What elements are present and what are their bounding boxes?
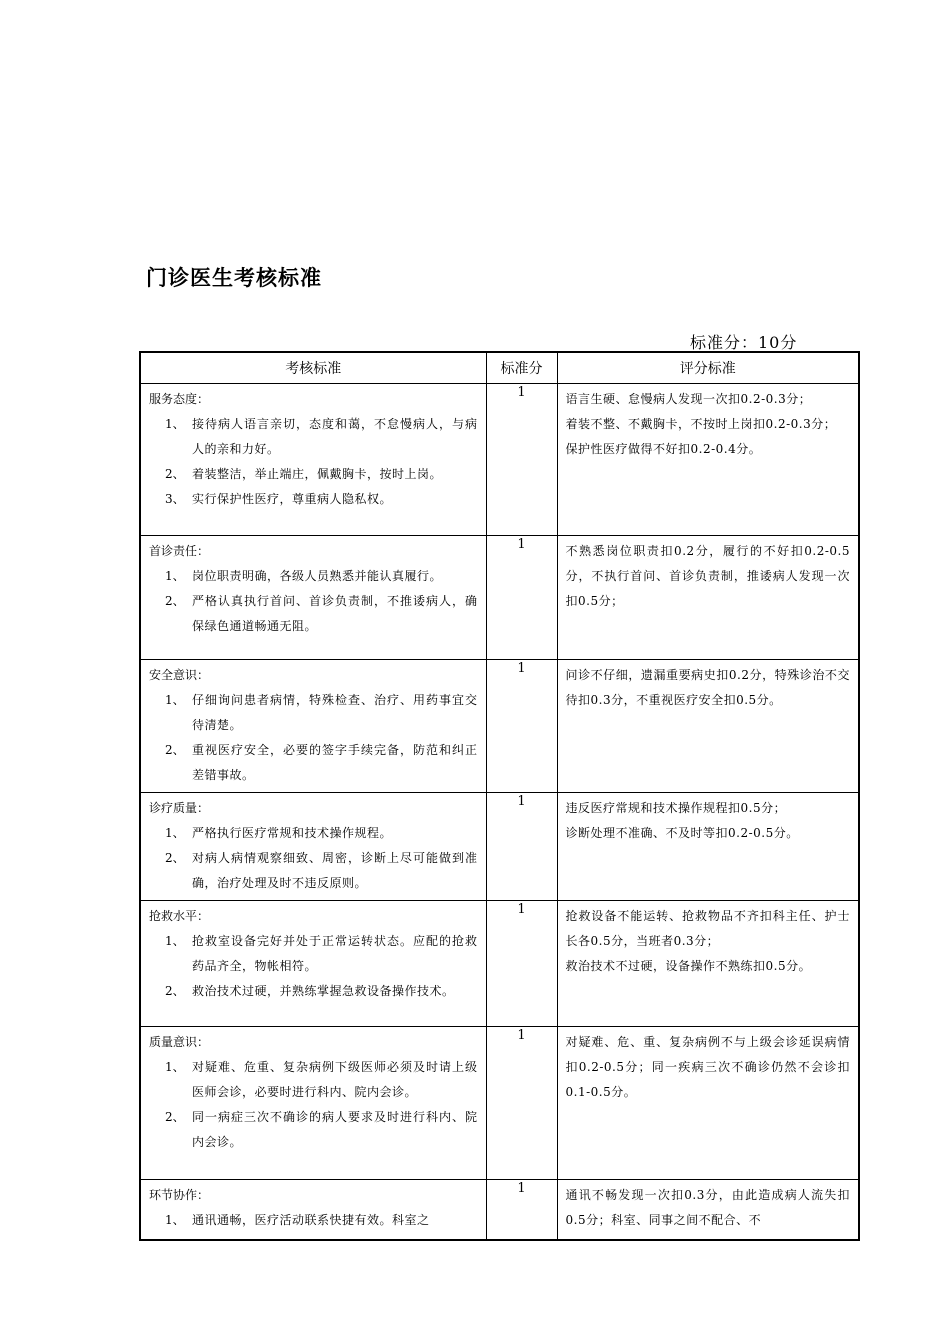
- criteria-cell: [140, 793, 486, 901]
- rules-cell: [557, 793, 859, 901]
- item-number: 2、: [165, 984, 185, 998]
- rules-cell: [557, 1027, 859, 1180]
- item-number: 2、: [165, 1110, 185, 1124]
- table-header-row: [140, 352, 859, 384]
- rule-text: 问诊不仔细，遗漏重要病史扣0.2分，特殊诊治不交待扣0.3分，不重视医疗安全扣0.5分。: [565, 668, 850, 707]
- category-label: 质量意识：: [149, 1035, 210, 1049]
- criteria-item: [149, 1055, 478, 1105]
- rule-text: 通讯不畅发现一次扣0.3分，由此造成病人流失扣0.5分；科室、同事之间不配合、不: [565, 1188, 850, 1227]
- rules-cell: [557, 1180, 859, 1240]
- item-number: 1、: [165, 693, 185, 707]
- score-cell: 1: [486, 660, 557, 793]
- rule-text: 救治技术不过硬，设备操作不熟练扣0.5分。: [565, 959, 812, 973]
- item-text: 严格认真执行首问、首诊负责制，不推诿病人，确保绿色通道畅通无阻。: [192, 594, 478, 633]
- score-cell: 1: [486, 793, 557, 901]
- item-number: 1、: [165, 826, 185, 840]
- rule-text: 违反医疗常规和技术操作规程扣0.5分；: [565, 801, 787, 815]
- rule-text: 保护性医疗做得不好扣0.2-0.4分。: [565, 442, 762, 456]
- criteria-cell: [140, 901, 486, 1027]
- item-number: 1、: [165, 934, 185, 948]
- score-cell: 1: [486, 1180, 557, 1240]
- rules-cell: [557, 536, 859, 660]
- table-row: [140, 793, 859, 901]
- rule-text: 抢救设备不能运转、抢救物品不齐扣科主任、护士长各0.5分，当班者0.3分；: [565, 909, 850, 948]
- criteria-item: [149, 821, 478, 846]
- item-text: 重视医疗安全，必要的签字手续完备，防范和纠正差错事故。: [192, 743, 478, 782]
- criteria-cell: [140, 1180, 486, 1240]
- rule-text: 诊断处理不准确、不及时等扣0.2-0.5分。: [565, 826, 799, 840]
- item-text: 仔细询问患者病情，特殊检查、治疗、用药事宜交待清楚。: [192, 693, 478, 732]
- score-cell: 1: [486, 1027, 557, 1180]
- criteria-item: [149, 979, 478, 1004]
- item-text: 对病人病情观察细致、周密，诊断上尽可能做到准确，治疗处理及时不违反原则。: [192, 851, 478, 890]
- item-number: 1、: [165, 1213, 185, 1227]
- score-cell: 1: [486, 901, 557, 1027]
- criteria-item: [149, 1105, 478, 1155]
- rule-text: 着装不整、不戴胸卡，不按时上岗扣0.2-0.3分；: [565, 417, 837, 431]
- table-row: [140, 536, 859, 660]
- category-label: 环节协作：: [149, 1188, 210, 1202]
- header-score: 标准分: [486, 352, 557, 384]
- item-number: 2、: [165, 743, 185, 757]
- criteria-item: [149, 1208, 478, 1233]
- criteria-item: [149, 688, 478, 738]
- criteria-item: [149, 462, 478, 487]
- criteria-cell: [140, 660, 486, 793]
- score-cell: 1: [486, 384, 557, 536]
- rule-text: 不熟悉岗位职责扣0.2分，履行的不好扣0.2-0.5分，不执行首问、首诊负责制，推诿病人发现一次扣0.5分；: [565, 544, 850, 608]
- category-label: 安全意识：: [149, 668, 210, 682]
- item-text: 着装整洁，举止端庄，佩戴胸卡，按时上岗。: [192, 467, 443, 481]
- category-label: 诊疗质量：: [149, 801, 210, 815]
- item-text: 岗位职责明确，各级人员熟悉并能认真履行。: [192, 569, 443, 583]
- item-number: 2、: [165, 851, 185, 865]
- rule-text: 对疑难、危、重、复杂病例不与上级会诊延误病情扣0.2-0.5分；同一疾病三次不确诊仍然不会诊扣0.1-0.5分。: [565, 1035, 850, 1099]
- criteria-item: [149, 738, 478, 788]
- table-row: [140, 384, 859, 536]
- table-row: [140, 660, 859, 793]
- category-label: 首诊责任：: [149, 544, 210, 558]
- item-text: 接待病人语言亲切，态度和蔼，不怠慢病人，与病人的亲和力好。: [192, 417, 478, 456]
- item-text: 实行保护性医疗，尊重病人隐私权。: [192, 492, 393, 506]
- item-number: 1、: [165, 1060, 185, 1074]
- criteria-item: [149, 564, 478, 589]
- item-text: 严格执行医疗常规和技术操作规程。: [192, 826, 393, 840]
- item-text: 同一病症三次不确诊的病人要求及时进行科内、院内会诊。: [192, 1110, 478, 1149]
- item-number: 1、: [165, 569, 185, 583]
- assessment-table: [139, 351, 860, 1241]
- criteria-item: [149, 487, 478, 512]
- item-number: 2、: [165, 594, 185, 608]
- item-number: 1、: [165, 417, 185, 431]
- criteria-item: [149, 846, 478, 896]
- item-text: 抢救室设备完好并处于正常运转状态。应配的抢救药品齐全，物帐相符。: [192, 934, 478, 973]
- table-row: [140, 1027, 859, 1180]
- rules-cell: [557, 660, 859, 793]
- category-label: 抢救水平：: [149, 909, 210, 923]
- criteria-cell: [140, 536, 486, 660]
- criteria-item: [149, 412, 478, 462]
- item-text: 通讯通畅，医疗活动联系快捷有效。科室之: [192, 1213, 430, 1227]
- table-row: [140, 1180, 859, 1240]
- table-row: [140, 901, 859, 1027]
- item-text: 救治技术过硬，并熟练掌握急救设备操作技术。: [192, 984, 455, 998]
- item-text: 对疑难、危重、复杂病例下级医师必须及时请上级医师会诊，必要时进行科内、院内会诊。: [192, 1060, 478, 1099]
- rule-text: 语言生硬、怠慢病人发现一次扣0.2-0.3分；: [565, 392, 812, 406]
- category-label: 服务态度：: [149, 392, 210, 406]
- header-rules: 评分标准: [557, 352, 859, 384]
- score-cell: 1: [486, 536, 557, 660]
- rules-cell: [557, 901, 859, 1027]
- criteria-item: [149, 589, 478, 639]
- criteria-cell: [140, 384, 486, 536]
- item-number: 3、: [165, 492, 185, 506]
- criteria-cell: [140, 1027, 486, 1180]
- document-title: 门诊医生考核标准: [146, 266, 322, 290]
- header-criteria: 考核标准: [140, 352, 486, 384]
- rules-cell: [557, 384, 859, 536]
- criteria-item: [149, 929, 478, 979]
- total-score-label: 标准分：10分: [690, 333, 798, 352]
- item-number: 2、: [165, 467, 185, 481]
